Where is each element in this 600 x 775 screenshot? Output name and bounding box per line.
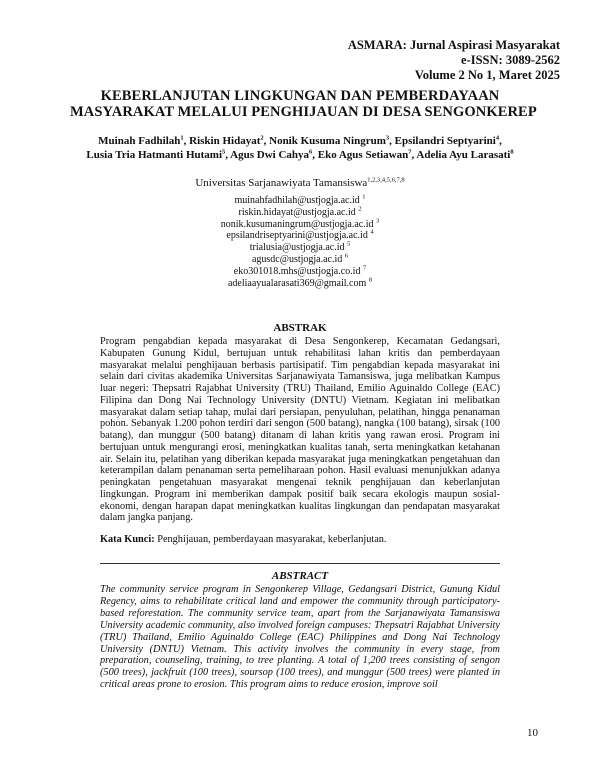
author-sup: 1: [180, 134, 184, 142]
keywords-label: Kata Kunci:: [100, 534, 155, 545]
email-sup: 3: [376, 217, 380, 225]
author-sup: 7: [408, 148, 412, 156]
author-name: Eko Agus Setiawan: [317, 149, 409, 161]
paper-title-line-2: MASYARAKAT MELALUI PENGHIJAUAN DI DESA SENGONKEREP: [70, 104, 537, 120]
paper-title: [70, 88, 537, 120]
author-name: Nonik Kusuma Ningrum: [269, 135, 386, 147]
author-line-1: [60, 134, 540, 148]
email-sup: 1: [362, 193, 366, 201]
email-item: [140, 266, 460, 278]
email-item: [140, 242, 460, 254]
email-list: [140, 195, 460, 289]
email-sup: 6: [344, 252, 349, 260]
author-name: Lusia Tria Hatmanti Hutami: [86, 149, 222, 161]
author-name: Adelia Ayu Larasati: [416, 149, 511, 161]
email-item: [140, 278, 460, 290]
author-name: Agus Dwi Cahya: [230, 149, 310, 161]
author-separator: ,: [389, 135, 395, 147]
journal-header: [260, 38, 560, 83]
email-sup: 8: [368, 276, 373, 284]
author-separator: ,: [183, 135, 190, 147]
affiliation: [90, 177, 510, 190]
email-link[interactable]: adeliaayualarasati369@gmail.com: [227, 277, 367, 289]
author-sup: 6: [309, 148, 313, 156]
author-separator: ,: [499, 135, 502, 147]
author-sup: 8: [510, 148, 514, 156]
keywords-text: Penghijauan, pemberdayaan masyarakat, keberlanjutan.: [154, 534, 387, 545]
email-link[interactable]: epsilandriseptyarini@ustjogja.ac.id: [226, 230, 368, 242]
email-item: [140, 207, 460, 219]
paper-title-line-1: KEBERLANJUTAN LINGKUNGAN DAN PEMBERDAYAAN: [100, 88, 500, 104]
abstrak-body: Program pengabdian kepada masyarakat di Desa Sengonkerep, Kecamatan Gedangsari, Kabupaten Gunung Kidul, bertujuan untuk rehabilitasi lahan kritis dan pemberdayaan masyarakat melalui penghijauan berbasis partisipatif. Tim pengabdian kepada masyarakat ini selain dari civitas akademika Universitas Sarjanawiyata Tamansiswa, juga melibatkan Kampus luar negeri: Thepsatri Rajabhat University (TRU) Thailand, Emilio Aguinaldo College (EAC) Filipina dan Dong Nai Technology University (DNTU) Vietnam. Kegiatan ini melibatkan masyarakat dalam setiap tahap, mulai dari persiapan, penyuluhan, pelatihan, hingga penanaman pohon. Sebanyak 1.200 pohon terdiri dari sengon (500 batang), nangka (100 batang), sirsak (100 batang), dan munggur (500 batang) ditanam di lahan kritis yang rawan erosi. Program ini bertujuan untuk mengurangi erosi, meningkatkan kualitas tanah, serta meningkatkan ketahanan air. Selain itu, pelatihan yang diberikan kepada masyarakat juga meningkatkan pengetahuan dan keterampilan dalam penanaman serta pemeliharaan pohon. Hasil evaluasi menunjukkan adanya peningkatan pengetahuan masyarakat mengenai teknik penghijauan dan keberlanjutan lingkungan. Program ini memberikan dampak positif baik secara ekologis maupun sosial-ekonomi, dengan harapan dapat meningkatkan kualitas lingkungan dan pendapatan masyarakat dalam jangka panjang.: [100, 336, 500, 524]
author-line-2: [60, 148, 540, 162]
email-link[interactable]: muinahfadhilah@ustjogja.ac.id: [234, 195, 360, 206]
author-separator: ,: [225, 149, 231, 161]
email-link[interactable]: eko301018.mhs@ustjogja.co.id: [233, 265, 361, 277]
email-sup: 7: [362, 264, 367, 272]
email-link[interactable]: agusdc@ustjogja.ac.id: [251, 253, 343, 265]
email-link[interactable]: trialusia@ustjogja.ac.id: [249, 242, 345, 254]
email-link[interactable]: riskin.hidayat@ustjogja.ac.id: [238, 206, 356, 218]
email-link[interactable]: nonik.kusumaningrum@ustjogja.ac.id: [220, 218, 374, 230]
author-separator: ,: [312, 149, 318, 161]
author-sup: 3: [385, 134, 390, 142]
author-sup: 2: [260, 134, 264, 142]
journal-eissn: e-ISSN: 3089-2562: [461, 53, 560, 67]
author-name: Riskin Hidayat: [189, 135, 261, 147]
author-separator: ,: [263, 135, 270, 147]
affiliation-name: Universitas Sarjanawiyata Tamansiswa: [195, 177, 368, 189]
abstrak-heading: ABSTRAK: [273, 322, 327, 334]
email-item: [140, 230, 460, 242]
author-name: Muinah Fadhilah: [98, 135, 181, 147]
author-sup: 5: [222, 148, 226, 156]
abstract-heading: ABSTRACT: [271, 570, 329, 582]
journal-volume: Volume 2 No 1, Maret 2025: [414, 68, 560, 82]
keywords: [100, 534, 500, 546]
page-number: 10: [527, 727, 538, 739]
author-separator: ,: [411, 149, 417, 161]
email-item: [140, 195, 460, 207]
section-divider: [100, 563, 500, 564]
email-sup: 4: [370, 229, 374, 237]
email-item: [140, 254, 460, 266]
author-list: [60, 134, 540, 162]
author-name: Epsilandri Septyarini: [394, 135, 496, 147]
author-sup: 4: [495, 134, 500, 142]
journal-name: ASMARA: Jurnal Aspirasi Masyarakat: [347, 38, 560, 52]
email-sup: 5: [347, 240, 351, 248]
email-item: [140, 219, 460, 231]
abstract-body: The community service program in Sengonkerep Village, Gedangsari District, Gunung Kidul Regency, aims to rehabilitate critical land and empower the community through participatory-based reforestation. The community service team, apart from the Sarjanawiyata Tamansiswa University academic community, also involved foreign campuses: Thepsatri Rajabhat University (TRU) Thailand, Emilio Aguinaldo College (EAC) Philippines and Dong Nai Technology University (DNTU) Vietnam. This activity involves the community in every stage, from preparation, counseling, training, to tree planting. A total of 1,200 trees consisting of sengon (500 trees), jackfruit (100 trees), soursop (100 trees), and munggur (500 trees) were planted in critical areas prone to erosion. This program aims to reduce erosion, improve soil: [100, 584, 500, 691]
email-sup: 2: [358, 205, 362, 213]
affiliation-sup: 1,2,3,4,5,6,7,8: [367, 176, 405, 184]
